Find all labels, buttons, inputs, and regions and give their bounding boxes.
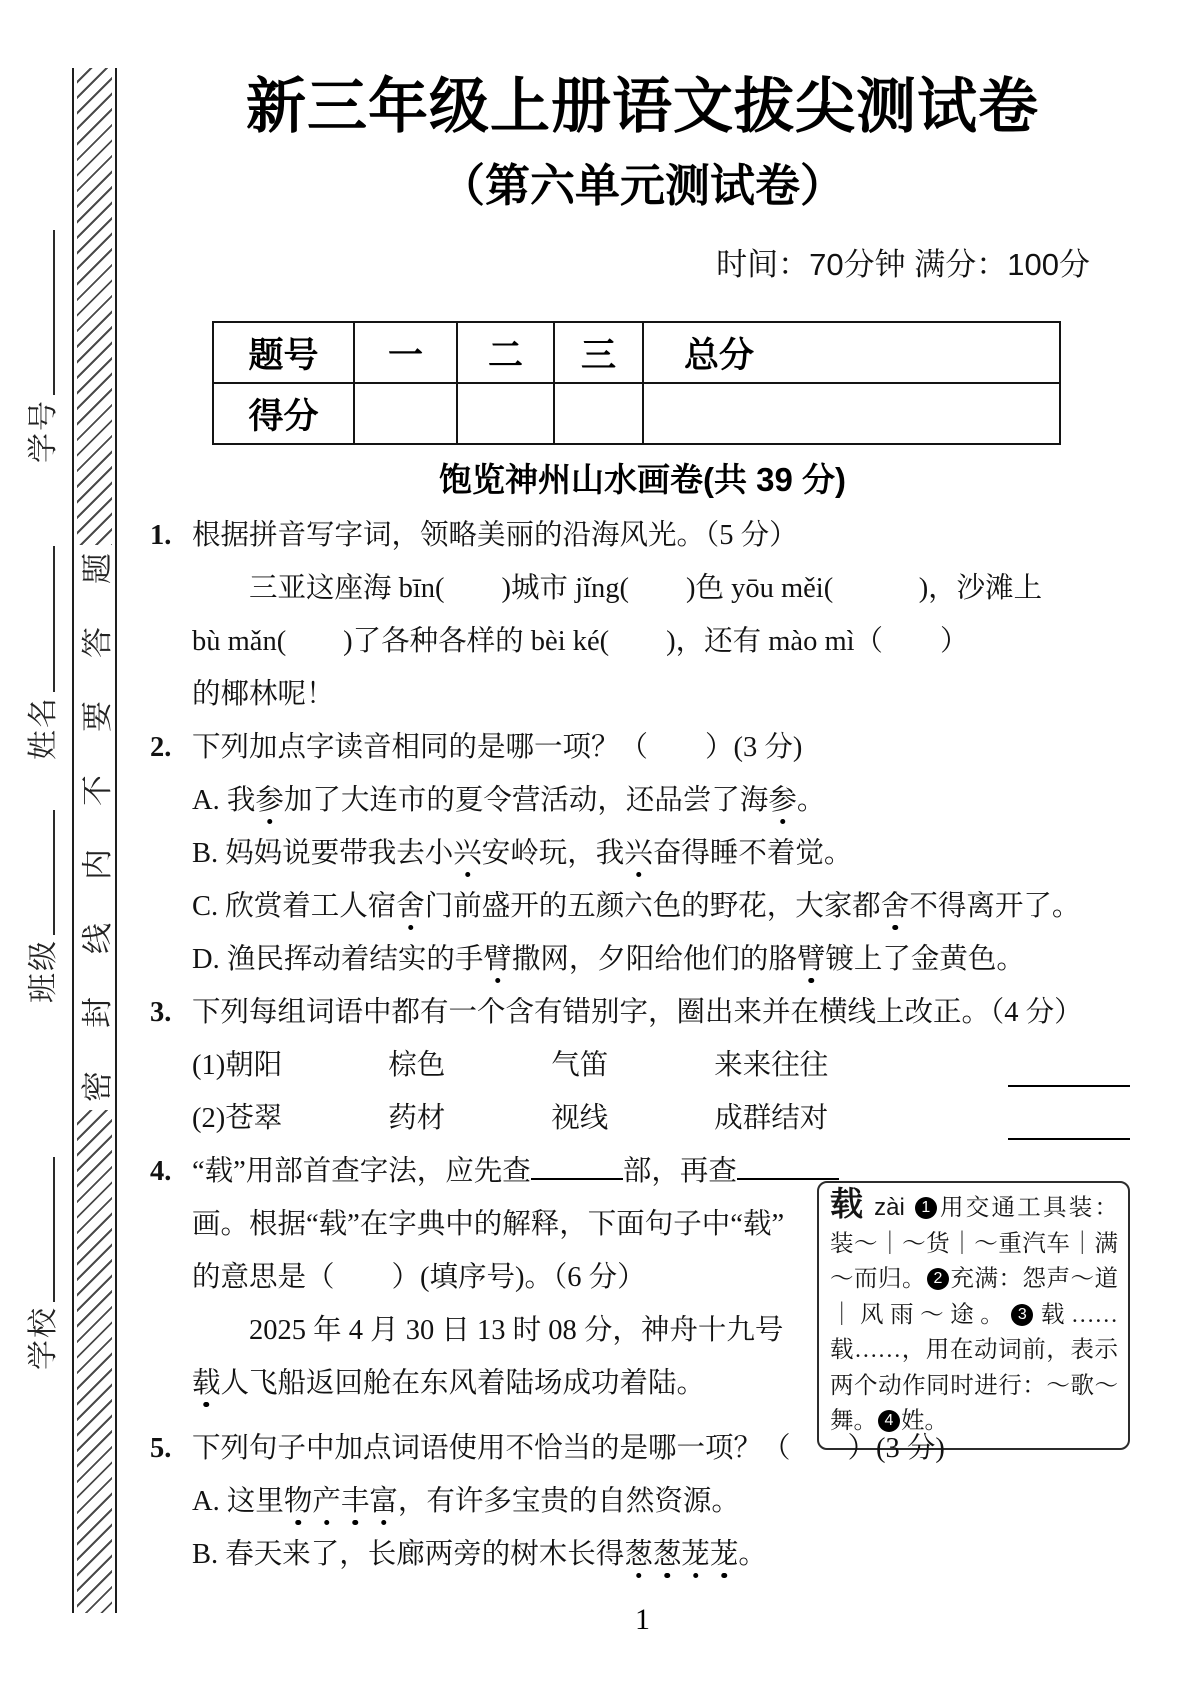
sense-number-badge: 3	[1011, 1304, 1033, 1326]
emphasis-dot-char: 茏	[710, 1531, 739, 1572]
field-label: 姓名	[27, 696, 60, 760]
write-in-line	[26, 1157, 55, 1302]
correction-line	[1008, 1085, 1130, 1087]
emphasis-dot-char: 臂	[797, 936, 826, 977]
seal-char: 要	[80, 701, 115, 732]
question-4	[150, 1145, 1135, 1434]
question-stem: 下列加点字读音相同的是哪一项？（ ）(3 分)	[192, 732, 803, 763]
score-header-cell: 二	[457, 322, 554, 383]
question-number: 1.	[150, 520, 172, 551]
emphasis-dot-char: 舍	[881, 883, 910, 924]
word-item: 苍翠	[225, 1103, 283, 1134]
sense-number-badge: 2	[927, 1268, 949, 1290]
seal-char: 密	[80, 1071, 115, 1102]
question-stem: 根据拼音写字词，领略美丽的沿海风光。（5 分）	[192, 520, 798, 551]
exam-meta: 时间：70分钟 满分：100分	[716, 247, 1090, 282]
score-header-cell: 题号	[213, 322, 354, 383]
emphasis-dot-char: 物	[284, 1478, 313, 1519]
option-b: B. 春天来了，长廊两旁的树木长得葱葱茏茏。	[192, 1528, 1135, 1581]
emphasis-dot-char: 兴	[453, 830, 482, 871]
word-item: 气笛	[551, 1050, 609, 1081]
emphasis-dot-char: 富	[369, 1478, 398, 1519]
word-item: 成群结对	[714, 1103, 829, 1134]
emphasis-dot-char: 葱	[653, 1531, 682, 1572]
emphasis-dot-char: 参	[768, 777, 797, 818]
word-item: 棕色	[388, 1050, 446, 1081]
word-item: 来来往往	[714, 1050, 829, 1081]
hatch-pattern-top	[77, 68, 112, 545]
question-2	[150, 721, 1135, 986]
field-label: 班级	[27, 939, 60, 1003]
word-group-row	[192, 1039, 1135, 1092]
pinyin-fill-line: bù mǎn( )了各种各样的 bèi ké( )，还有 mào mì（ ）	[192, 626, 969, 657]
question-number: 3.	[150, 997, 172, 1028]
page-subtitle: （第六单元测试卷）	[439, 160, 845, 211]
emphasis-dot-char: 载	[192, 1360, 221, 1401]
seal-char: 内	[80, 849, 115, 880]
question-number: 2.	[150, 732, 172, 763]
seal-char: 不	[80, 775, 115, 806]
score-table-score-row	[213, 383, 1060, 444]
score-table	[212, 321, 1061, 445]
score-input-cell	[643, 383, 1060, 444]
question-number: 4.	[150, 1156, 172, 1187]
field-label: 学号	[27, 399, 60, 463]
answer-blank	[531, 1148, 623, 1180]
field-student-name	[20, 546, 60, 760]
correction-line	[1008, 1138, 1130, 1140]
write-in-line	[26, 546, 55, 692]
hatch-pattern-bottom	[77, 1110, 112, 1613]
main-content	[150, 45, 1135, 1637]
score-input-cell	[457, 383, 554, 444]
question-3	[150, 986, 1135, 1145]
score-label-cell: 得分	[213, 383, 354, 444]
seal-line-band	[72, 68, 117, 1613]
page-number: 1	[635, 1603, 650, 1636]
option-d: D. 渔民挥动着结实的手臂撒网，夕阳给他们的胳臂镀上了金黄色。	[192, 933, 1135, 986]
answer-blank	[737, 1148, 839, 1180]
passage-line: 载人飞船返回舱在东风着陆场成功着陆。	[192, 1357, 1135, 1410]
seal-char: 封	[80, 997, 115, 1028]
option-a: A. 我参加了大连市的夏令营活动，还品尝了海参。	[192, 774, 1135, 827]
emphasis-dot-char: 茏	[681, 1531, 710, 1572]
passage-line: 2025 年 4 月 30 日 13 时 08 分，神舟十九号	[192, 1315, 784, 1346]
dictionary-entry: 载 zài 1 用交通工具装：装～｜～货｜～重汽车｜满～而归。 2 充满：怨声～道｜风雨～途。 3 载……载……，用在动词前，表示两个动作同时进行：～歌～舞。 4 姓。	[830, 1187, 1119, 1434]
score-input-cell	[354, 383, 457, 444]
page-title: 新三年级上册语文拔尖测试卷	[246, 73, 1039, 140]
emphasis-dot-char: 参	[255, 777, 284, 818]
question-number: 5.	[150, 1433, 172, 1464]
write-in-line	[26, 230, 55, 395]
question-stem: 画。根据“载”在字典中的解释，下面句子中“载”	[192, 1209, 785, 1240]
score-header-cell: 一	[354, 322, 457, 383]
seal-band-text	[74, 545, 115, 1110]
question-stem: “载”用部首查字法，应先查 部，再查	[192, 1145, 1135, 1198]
sense-number-badge: 4	[878, 1410, 900, 1432]
option-a: A. 这里物产丰富，有许多宝贵的自然资源。	[192, 1475, 1135, 1528]
option-c: C. 欣赏着工人宿舍门前盛开的五颜六色的野花，大家都舍不得离开了。	[192, 880, 1135, 933]
field-student-number	[20, 230, 60, 463]
emphasis-dot-char: 臂	[483, 936, 512, 977]
seal-char: 题	[80, 553, 115, 584]
field-label: 学校	[27, 1306, 60, 1370]
option-b: B. 妈妈说要带我去小兴安岭玩，我兴奋得睡不着觉。	[192, 827, 1135, 880]
write-in-line	[26, 810, 55, 935]
score-header-cell: 三	[554, 322, 643, 383]
question-stem: 下列每组词语中都有一个含有错别字，圈出来并在横线上改正。（4 分）	[192, 997, 1083, 1028]
row-prefix: (2)	[192, 1103, 226, 1134]
word-item: 药材	[388, 1103, 446, 1134]
seal-char: 答	[80, 627, 115, 658]
word-group-row	[192, 1092, 1135, 1145]
field-school	[20, 1157, 60, 1370]
row-prefix: (1)	[192, 1050, 226, 1081]
question-1	[150, 509, 1135, 721]
score-input-cell	[554, 383, 643, 444]
question-stem: 下列句子中加点词语使用不恰当的是哪一项？（ ）(3 分)	[192, 1433, 945, 1464]
seal-char: 线	[80, 923, 115, 954]
score-table-header-row	[213, 322, 1060, 383]
emphasis-dot-char: 葱	[624, 1531, 653, 1572]
section-title: 饱览神州山水画卷(共 39 分)	[438, 461, 847, 498]
score-header-cell: 总分	[643, 322, 1060, 383]
pinyin-fill-line: 的椰林呢！	[192, 679, 335, 710]
question-stem: 的意思是（ ）(填序号)。（6 分）	[192, 1262, 646, 1293]
question-5	[150, 1422, 1135, 1581]
word-item: 朝阳	[225, 1050, 283, 1081]
pinyin-fill-line: 三亚这座海 bīn( )城市 jǐng( )色 yōu měi( )，沙滩上	[192, 573, 1043, 604]
emphasis-dot-char: 舍	[396, 883, 425, 924]
emphasis-dot-char: 产	[312, 1478, 341, 1519]
word-item: 视线	[551, 1103, 609, 1134]
sense-number-badge: 1	[915, 1197, 937, 1219]
emphasis-dot-char: 兴	[624, 830, 653, 871]
emphasis-dot-char: 丰	[341, 1478, 370, 1519]
field-class	[20, 810, 60, 1003]
